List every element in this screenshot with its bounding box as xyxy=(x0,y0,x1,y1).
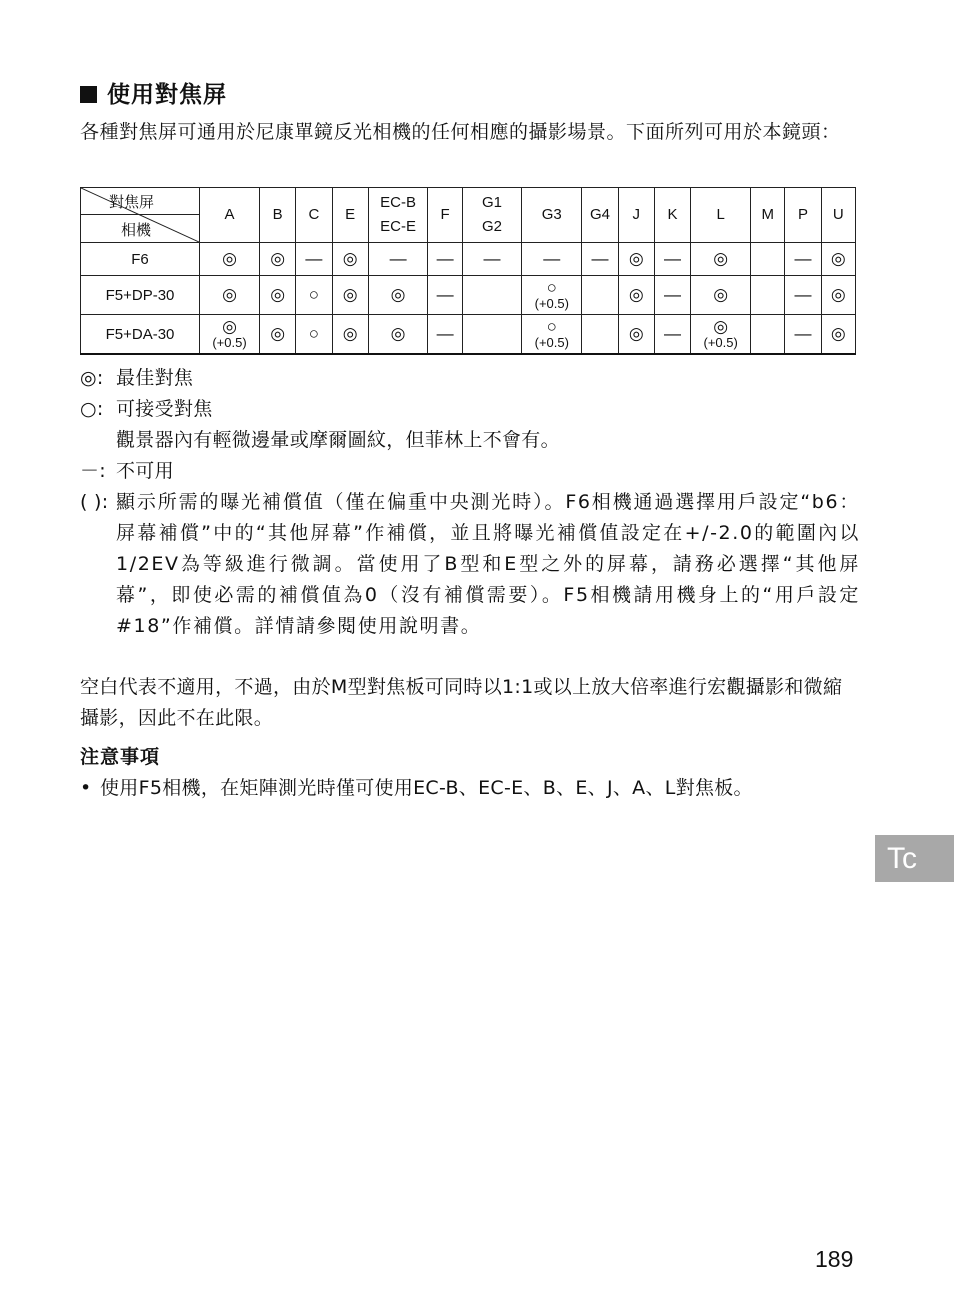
compat-symbol: ◎ xyxy=(628,285,644,304)
compat-cell xyxy=(260,276,296,315)
table-corner-cell xyxy=(81,188,200,243)
compat-symbol: ◎ xyxy=(830,285,846,304)
compat-symbol: ◎ xyxy=(342,285,358,304)
compat-symbol: ◎ xyxy=(713,285,729,304)
notes-item-text: 使用F5相機，在矩陣測光時僅可使用EC-B、EC-E、B、E、J、A、L對焦板。 xyxy=(100,777,753,799)
compat-cell xyxy=(821,315,855,355)
compat-cell xyxy=(332,276,368,315)
compat-symbol: — xyxy=(664,324,682,343)
compat-symbol: ◎ xyxy=(830,249,846,268)
compat-cell xyxy=(368,276,428,315)
legend-na xyxy=(80,456,860,487)
compat-symbol: ◎ xyxy=(222,317,237,336)
corner-divider xyxy=(81,214,199,215)
compat-cell xyxy=(821,276,855,315)
column-header xyxy=(582,188,618,243)
legend xyxy=(80,363,860,642)
compat-cell xyxy=(462,243,521,276)
compat-symbol: ◎ xyxy=(830,324,846,343)
column-header-label: EC-E xyxy=(380,218,416,235)
compat-cell xyxy=(522,243,582,276)
compat-cell xyxy=(582,243,618,276)
compensation-note: (+0.5) xyxy=(534,335,569,350)
compat-symbol: ○ xyxy=(308,324,320,343)
compat-cell xyxy=(522,315,582,355)
language-tab: Tc xyxy=(875,835,954,882)
column-header xyxy=(332,188,368,243)
compat-symbol: — xyxy=(664,249,682,268)
compat-symbol: — xyxy=(591,249,609,268)
compat-symbol: — xyxy=(794,249,812,268)
legend-na-key: －: xyxy=(80,460,107,482)
compat-cell xyxy=(751,243,785,276)
bullet-dot-icon: • xyxy=(80,777,92,799)
column-header-label: L xyxy=(716,206,725,223)
page-number: 189 xyxy=(815,1246,854,1272)
column-header-label: B xyxy=(272,206,283,223)
compat-symbol: ◎ xyxy=(342,324,358,343)
column-header xyxy=(618,188,654,243)
column-header xyxy=(751,188,785,243)
compat-symbol: — xyxy=(436,285,454,304)
legend-ok xyxy=(80,394,860,425)
column-header xyxy=(428,188,462,243)
legend-best xyxy=(80,363,860,394)
compat-cell xyxy=(618,315,654,355)
legend-ok-text: 可接受對焦 xyxy=(116,398,213,420)
table-row xyxy=(81,243,856,276)
column-header xyxy=(654,188,690,243)
compat-cell xyxy=(691,243,751,276)
compat-symbol: — xyxy=(543,249,561,268)
column-header xyxy=(522,188,582,243)
column-header-label: M xyxy=(761,206,775,223)
camera-name-cell: F5+DP-30 xyxy=(81,276,200,315)
compat-cell xyxy=(691,276,751,315)
column-header xyxy=(691,188,751,243)
compat-cell xyxy=(785,315,821,355)
corner-camera-label: 相機 xyxy=(121,221,152,239)
square-bullet-icon xyxy=(80,86,97,103)
compat-cell xyxy=(428,276,462,315)
column-header-label: G1 xyxy=(482,194,503,211)
legend-best-text: 最佳對焦 xyxy=(116,367,194,389)
column-header xyxy=(462,188,521,243)
compat-cell xyxy=(618,243,654,276)
legend-paren xyxy=(80,487,860,642)
column-header xyxy=(368,188,428,243)
notes-list-item xyxy=(80,773,753,804)
compat-cell xyxy=(785,243,821,276)
compat-cell xyxy=(654,276,690,315)
table-header-row xyxy=(81,188,856,243)
compat-cell xyxy=(200,243,260,276)
compat-cell xyxy=(332,315,368,355)
compat-symbol: ○ xyxy=(546,317,557,336)
compat-cell xyxy=(260,243,296,276)
column-header xyxy=(821,188,855,243)
compat-symbol: ◎ xyxy=(270,285,286,304)
column-header-label: K xyxy=(667,206,678,223)
compat-symbol: ◎ xyxy=(628,324,644,343)
column-header-label: G2 xyxy=(482,218,503,235)
column-header xyxy=(296,188,332,243)
column-header-label: J xyxy=(632,206,641,223)
compat-cell xyxy=(462,315,521,355)
compat-symbol: — xyxy=(389,249,407,268)
compat-symbol: ◎ xyxy=(713,317,729,336)
camera-name-cell: F5+DA-30 xyxy=(81,315,200,355)
column-header xyxy=(785,188,821,243)
compat-cell xyxy=(654,315,690,355)
compat-symbol: — xyxy=(305,249,323,268)
compat-cell xyxy=(785,276,821,315)
compat-cell xyxy=(751,315,785,355)
legend-ok-sub: 觀景器內有輕微邊暈或摩爾圖紋，但菲林上不會有。 xyxy=(116,429,560,451)
section-heading-text: 使用對焦屏 xyxy=(107,82,227,108)
compat-cell xyxy=(582,315,618,355)
column-header xyxy=(200,188,260,243)
compensation-note: (+0.5) xyxy=(212,335,247,350)
compat-cell xyxy=(368,315,428,355)
table-row xyxy=(81,315,856,355)
column-header-label: E xyxy=(345,206,356,223)
intro-paragraph: 各種對焦屏可通用於尼康單鏡反光相機的任何相應的攝影場景。下面所列可用於本鏡頭： xyxy=(80,121,841,143)
column-header-label: U xyxy=(832,206,844,223)
column-header-label: G4 xyxy=(589,206,610,223)
compat-cell xyxy=(582,276,618,315)
column-header-label: P xyxy=(798,206,809,223)
compat-symbol: ◎ xyxy=(270,249,286,268)
column-header-label: F xyxy=(440,206,450,223)
legend-paren-text: 顯示所需的曝光補償值（僅在偏重中央測光時）。F6相機通過選擇用戶設定“b6：屏幕補償”中的“其他屏幕”作補償，並且將曝光補償值設定在+/-2.0的範圍內以1/2EV為等級進行微調。當使用了B型和E型之外的屏幕，請務必選擇“其他屏幕”，即使必需的補償值為0（沒有補償需要）。F5相機請用機身上的“用戶設定#18”作補償。詳情請參閱使用說明書。 xyxy=(116,491,860,637)
compat-symbol: ◎ xyxy=(628,249,644,268)
legend-paren-key: ( ): xyxy=(80,491,109,513)
compat-cell xyxy=(618,276,654,315)
compat-symbol: ◎ xyxy=(222,249,237,268)
compat-cell xyxy=(296,276,332,315)
compat-cell xyxy=(200,315,260,355)
compat-cell xyxy=(296,315,332,355)
column-header-label: G3 xyxy=(541,206,562,223)
compat-cell xyxy=(821,243,855,276)
column-header-label: EC-B xyxy=(380,194,416,211)
section-heading xyxy=(80,76,227,109)
compat-symbol: ◎ xyxy=(222,285,237,304)
column-header-label: C xyxy=(308,206,320,223)
compat-symbol: ○ xyxy=(308,285,320,304)
legend-na-text: 不可用 xyxy=(116,460,174,482)
compensation-note: (+0.5) xyxy=(534,296,569,311)
camera-name-cell: F6 xyxy=(81,243,200,276)
compat-cell xyxy=(654,243,690,276)
compat-symbol: — xyxy=(664,285,682,304)
legend-best-key: ◎: xyxy=(80,367,104,389)
compat-symbol: ◎ xyxy=(270,324,286,343)
compat-cell xyxy=(522,276,582,315)
legend-ok-key: ○: xyxy=(80,398,104,420)
compat-symbol: ◎ xyxy=(390,285,406,304)
column-header-label: A xyxy=(224,206,235,223)
compat-cell xyxy=(332,243,368,276)
column-header xyxy=(260,188,296,243)
compat-cell xyxy=(260,315,296,355)
blank-cell-note: 空白代表不適用，不過，由於M型對焦板可同時以1:1或以上放大倍率進行宏觀攝影和微縮攝影，因此不在此限。 xyxy=(80,676,843,729)
compat-symbol: ◎ xyxy=(713,249,729,268)
compat-cell xyxy=(428,243,462,276)
compat-cell xyxy=(691,315,751,355)
compat-cell xyxy=(368,243,428,276)
compat-cell xyxy=(296,243,332,276)
compensation-note: (+0.5) xyxy=(703,335,738,350)
corner-screen-label: 對焦屏 xyxy=(109,193,155,211)
compat-symbol: — xyxy=(794,324,812,343)
compat-symbol: ◎ xyxy=(390,324,406,343)
notes-title: 注意事項 xyxy=(80,746,161,768)
compat-cell xyxy=(462,276,521,315)
compat-symbol: — xyxy=(436,324,454,343)
compat-cell xyxy=(751,276,785,315)
compat-cell xyxy=(200,276,260,315)
compat-symbol: — xyxy=(436,249,454,268)
compat-symbol: ◎ xyxy=(342,249,358,268)
compat-cell xyxy=(428,315,462,355)
focusing-screen-table xyxy=(80,187,856,355)
compat-symbol: ○ xyxy=(546,278,557,297)
compat-symbol: — xyxy=(794,285,812,304)
compat-symbol: — xyxy=(483,249,501,268)
table-row xyxy=(81,276,856,315)
